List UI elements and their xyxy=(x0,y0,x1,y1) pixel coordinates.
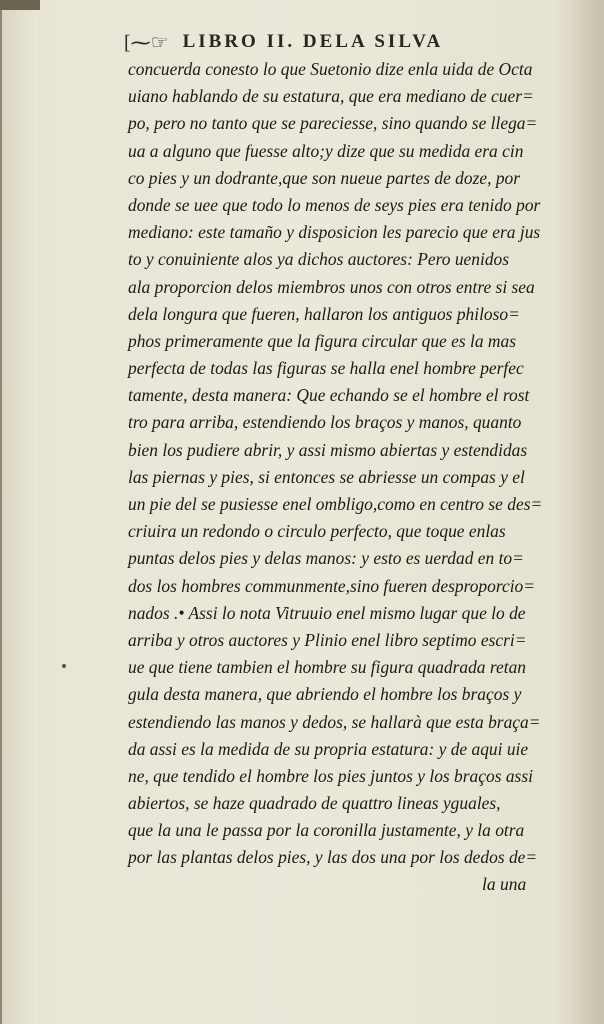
body-text xyxy=(128,56,602,872)
text-line: to y conuiniente alos ya dichos auctores: Pero uenidos xyxy=(128,249,510,270)
text-line: un pie del se pusiesse enel ombligo,como en centro se des= xyxy=(128,494,543,514)
text-line: bien los pudiere abrir, y assi mismo abiertas y estendidas xyxy=(128,439,528,460)
ink-speck xyxy=(62,664,66,668)
text-line: criuira un redondo o circulo perfecto, que toque enlas xyxy=(128,521,506,542)
text-line: ala proporcion delos miembros unos con otros entre si sea xyxy=(128,276,535,297)
text-line: dos los hombres communmente,sino fueren desproporcio= xyxy=(128,575,536,596)
text-line: puntas delos pies y delas manos: y esto es uerdad en to= xyxy=(128,548,524,569)
text-line: mediano: este tamaño y disposicion les parecio que era jus xyxy=(128,222,541,243)
text-line: tamente, desta manera: Que echando se el hombre el rost xyxy=(128,385,530,406)
page-header xyxy=(124,28,544,56)
text-line: concuerda conesto lo que Suetonio dize enla uida de Octa xyxy=(128,59,533,79)
text-line: ue que tiene tambien el hombre su figura quadrada retan xyxy=(128,657,527,678)
text-line: las piernas y pies, si entonces se abriesse un compas y el xyxy=(128,466,525,487)
text-line: por las plantas delos pies, y las dos una por los dedos de= xyxy=(128,847,538,868)
text-line: nados .• Assi lo nota Vitruuio enel mismo lugar que lo de xyxy=(128,602,526,623)
text-line: co pies y un dodrante,que son nueue partes de doze, por xyxy=(128,167,521,188)
text-line: donde se uee que todo lo menos de seys pies era tenido por xyxy=(128,194,541,215)
text-line: tro para arriba, estendiendo los braços y manos, quanto xyxy=(128,412,522,433)
text-line: da assi es la medida de su propria estatura: y de aqui uie xyxy=(128,738,529,759)
text-line: que la una le passa por la coronilla justamente, y la otra xyxy=(128,820,525,841)
text-line: arriba y otros auctores y Plinio enel libro septimo escri= xyxy=(128,629,527,650)
text-line: dela longura que fueren, hallaron los antiguos philoso= xyxy=(128,303,520,324)
page-edge xyxy=(0,0,2,1024)
text-line: gula desta manera, que abriendo el hombre los braços y xyxy=(128,684,522,705)
text-line: phos primeramente que la figura circular que es la mas xyxy=(128,330,517,351)
text-line: uiano hablando de su estatura, que era mediano de cuer= xyxy=(128,86,534,107)
text-line: ua a alguno que fuesse alto;y dize que su medida era cin xyxy=(128,140,524,161)
page-corner-shadow xyxy=(0,0,40,10)
header-ornament-icon: [⁓☞ xyxy=(124,31,169,54)
text-line: abiertos, se haze quadrado de quattro lineas yguales, xyxy=(128,793,501,814)
text-line: estendiendo las manos y dedos, se hallarà que esta braça= xyxy=(128,711,541,732)
text-line: perfecta de todas las figuras se halla enel hombre perfec xyxy=(128,358,524,379)
running-head: LIBRO II. DELA SILVA xyxy=(182,31,444,52)
catchword: la una xyxy=(482,874,527,894)
text-line: po, pero no tanto que se pareciesse, sino quando se llega= xyxy=(128,113,538,134)
text-line: ne, que tendido el hombre los pies juntos y los braços assi xyxy=(128,765,533,786)
